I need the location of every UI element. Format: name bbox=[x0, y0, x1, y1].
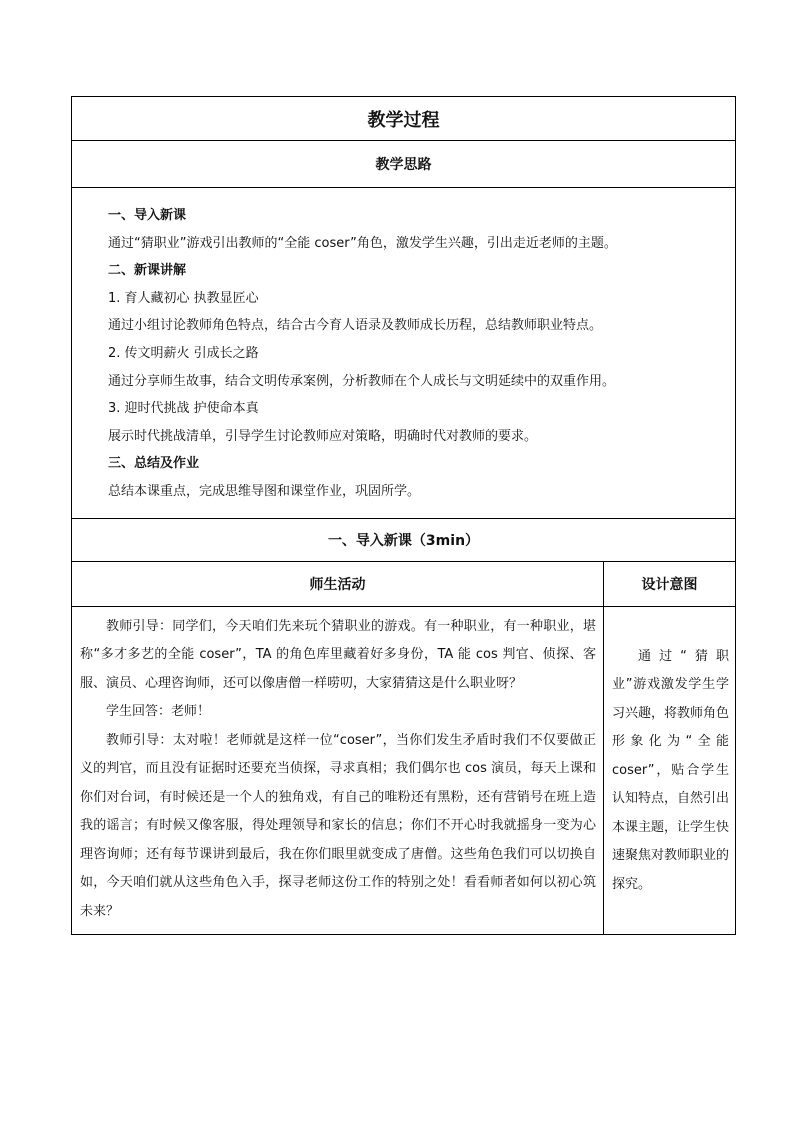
outline-item: 3. 迎时代挑战 护使命本真 bbox=[108, 401, 259, 417]
outline-text: 通过“猜职业”游戏引出教师的“全能 coser”角色，激发学生兴趣，引出走近老师的主题。 bbox=[108, 235, 617, 251]
section-title-intro: 一、导入新课（3min） bbox=[72, 518, 736, 561]
activity-paragraph: 教师引导：太对啦！老师就是这样一位“coser”，当你们发生矛盾时我们不仅要做正义的判官，而且没有证据时还要充当侦探，寻求真相；我们偶尔也 cos 演员，每天上课和你们对台词，有时候还是一个人的独角戏，有自己的唯粉还有黑粉，还有营销号在班上造我的谣言；有时候又像客服，得处理领导和家长的信息；你们不开心时我就摇身一变为心理咨询师；还有每节课讲到最后，我在你们眼里就变成了唐僧。这些角色我们可以切换自如，今天咱们就从这些角色入手，探寻老师这份工作的特别之处！看看师者如何以初心筑未来？ bbox=[80, 732, 596, 919]
section-heading-teaching-ideas: 教学思路 bbox=[72, 141, 736, 188]
activity-paragraph: 学生回答：老师！ bbox=[106, 704, 211, 720]
outline-heading: 二、新课讲解 bbox=[108, 263, 187, 279]
outline-text: 通过分享师生故事，结合文明传承案例，分析教师在个人成长与文明延续中的双重作用。 bbox=[108, 373, 616, 389]
column-header-activity: 师生活动 bbox=[72, 561, 604, 606]
column-header-intent: 设计意图 bbox=[604, 561, 736, 606]
outline-heading: 一、导入新课 bbox=[108, 208, 187, 223]
page-title: 教学过程 bbox=[72, 97, 736, 141]
outline-text: 通过小组讨论教师角色特点，结合古今育人语录及教师成长历程，总结教师职业特点。 bbox=[108, 318, 603, 334]
outline-item: 1. 育人藏初心 执教显匠心 bbox=[108, 290, 259, 306]
intent-text: 通过“猜职业”游戏激发学生学习兴趣，将教师角色形象化为“全能 coser”，贴合学生认知特点，自然引出本课主题，让学生快速聚焦对教师职业的探究。 bbox=[612, 648, 730, 892]
outline-heading: 三、总结及作业 bbox=[108, 456, 200, 472]
teaching-outline bbox=[72, 188, 736, 519]
intent-cell bbox=[604, 606, 736, 935]
activity-paragraph: 教师引导：同学们，今天咱们先来玩个猜职业的游戏。有一种职业，有一种职业，堪称“多才多艺的全能 coser”，TA 的角色库里藏着好多身份，TA 能 cos 判官、侦探、客服、演员、心理咨询师，还可以像唐僧一样唠叨，大家猜猜这是什么职业呀？ bbox=[80, 618, 596, 691]
outline-text: 展示时代挑战清单，引导学生讨论教师应对策略，明确时代对教师的要求。 bbox=[108, 428, 538, 444]
activity-cell bbox=[72, 606, 604, 935]
outline-text: 总结本课重点，完成思维导图和课堂作业，巩固所学。 bbox=[108, 483, 421, 499]
outline-item: 2. 传文明薪火 引成长之路 bbox=[108, 345, 259, 361]
lesson-plan-table bbox=[71, 96, 736, 935]
